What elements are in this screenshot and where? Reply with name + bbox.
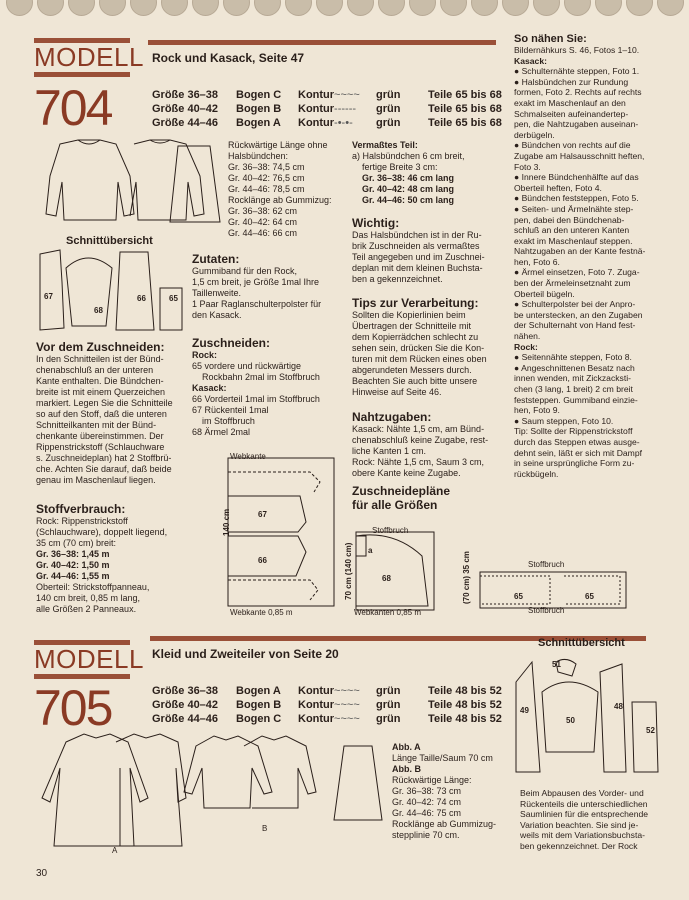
naehen-text: Bildernähkurs S. 46, Fotos 1–10. Kasack: ● Schulternähte steppen, Foto 1. ● Halsbündchen zur Rundung formen, Foto 2. Rechts auf rechts exakt im Maschenlauf an den Schmalseiten aufeinandertep- pen, die Nahtzugaben auseinan- derbügeln. ● Bündchen von rechts auf die Zugabe am Halsausschnitt heften, Foto 3. ● Innere Bündchenhälfte auf das Oberteil heften, Foto 4. ● Bündchen feststeppen, Foto 5. ● Seiten- und Ärmelnähte step- pen, dabei den Bündchenab- schluß an den unteren Kanten exakt im Maschenlauf steppen. Nahtzugaben an der Kante festnä- hen, Foto 6. ● Ärmel einsetzen, Foto 7. Zuga- ben der Ärmeleinsetznaht zum Oberteil bügeln. ● Schulterpolster bei der Anpro- be unterstecken, an den Zugaben der Schulternaht von Hand fest- nähen. Rock: ● Seitennähte steppen, Foto 8. ● Angeschnittenen Besatz nach innen wenden, mit Zickzacksti- chen (3 lang, 1 breit) 2 cm breit feststeppen. Gummiband einzie- hen, Foto 9. ● Saum steppen, Foto 10. Tip: Sollte der Rippenstrickstoff durch das Steppen etwas ausge- dehnt sein, läßt er sich mit Dampf in seine ursprüngliche Form zu- rückbügeln. bbox=[514, 45, 646, 479]
plan-65-label-a: 65 bbox=[514, 592, 523, 601]
cutting-plan-oberteil bbox=[470, 564, 630, 612]
modell-704-title: Rock und Kasack, Seite 47 bbox=[152, 51, 305, 65]
title-bar-704 bbox=[148, 40, 496, 45]
tips-text: Sollten die Kopierlinien beim Übertragen der Schnitteile mit dem Kopierrädchen schlecht zu sehen sein, drücken Sie die Kon- turen mit dem Rücken eines oben abgerundeten Messers durch. Beachten Sie auch bitte unsere Hinweise auf Seite 46. bbox=[352, 310, 487, 397]
plan-66-label: 66 bbox=[258, 556, 267, 565]
lengths-704: Rückwärtige Länge ohne Halsbündchen: Gr. 36–38: 74,5 cm Gr. 40–42: 76,5 cm Gr. 44–46: 78,5 cm Rocklänge ab Gummizug: Gr. 36–38: 62 cm Gr. 40–42: 64 cm Gr. 44–46: 66 cm bbox=[228, 140, 332, 238]
schnitt-title-705: Schnittübersicht bbox=[538, 637, 625, 649]
naehen-title: So nähen Sie: bbox=[514, 33, 587, 45]
webkante-label: Webkante bbox=[230, 452, 266, 461]
binder-holes bbox=[6, 0, 684, 18]
plan-67-label: 67 bbox=[258, 510, 267, 519]
width-70-label: 70 cm (140 cm) bbox=[344, 542, 353, 600]
plan-a-label: a bbox=[368, 546, 373, 555]
size-row: Größe 36–38 Bogen C Kontur~~~~ grün Teile 65 bis 68 bbox=[152, 89, 502, 101]
cutting-plan-rock bbox=[340, 526, 436, 618]
pattern-overview-705 bbox=[512, 652, 672, 776]
modell-705-label: MODELL bbox=[34, 640, 130, 679]
webkanten-label: Webkanten 0,85 m bbox=[354, 608, 422, 617]
vor-title: Vor dem Zuschneiden: bbox=[36, 340, 165, 354]
modell-705-title: Kleid und Zweiteiler von Seite 20 bbox=[152, 647, 339, 661]
stoffbruch-label-top: Stoffbruch bbox=[528, 560, 565, 569]
width-35-label: (70 cm) 35 cm bbox=[462, 551, 471, 604]
modell-705-number: 705 bbox=[34, 680, 112, 736]
wichtig-title: Wichtig: bbox=[352, 216, 400, 230]
piece-48-label: 48 bbox=[614, 702, 623, 711]
piece-51-label: 51 bbox=[552, 660, 561, 669]
tips-title: Tips zur Verarbeitung: bbox=[352, 296, 479, 310]
stoff-title: Stoffverbrauch: bbox=[36, 502, 126, 516]
size-row: Größe 44–46 Bogen C Kontur~~~~ grün Teile 48 bis 52 bbox=[152, 713, 502, 725]
plan-68-label: 68 bbox=[382, 574, 391, 583]
wichtig-text: Das Halsbündchen ist in der Ru- brik Zuschneiden als vermaßtes Teil angegeben und im Zuschnei- deplan mit dem kleinen Buchsta- ben a gekennzeichnet. bbox=[352, 230, 485, 284]
zuschneiden-text: Rock: 65 vordere und rückwärtige Rockbahn 2mal im Stoffbruch Kasack: 66 Vorderteil 1mal im Stoffbruch 67 Rückenteil 1mal im Stoffbruch 68 Ärmel 2mal bbox=[192, 350, 320, 437]
stoff-text: Rock: Rippenstrickstoff (Schlauchware), doppelt liegend, 35 cm (70 cm) breit: Gr. 36–38: 1,45 m Gr. 40–42: 1,50 m Gr. 44–46: 1,55 m Oberteil: Strickstoffpanneau, 140 cm breit, 0,85 m lang, alle Größen 2 Panneaux. bbox=[36, 516, 168, 614]
piece-49-label: 49 bbox=[520, 706, 529, 715]
abb-text: Abb. A Länge Taille/Saum 70 cm Abb. B Rückwärtige Länge: Gr. 36–38: 73 cm Gr. 40–42: 74 cm Gr. 44–46: 75 cm Rocklänge ab Gummizug- stepplinie 70 cm. bbox=[392, 742, 497, 840]
zuschneiden-title: Zuschneiden: bbox=[192, 336, 271, 350]
plan-title: Zuschneidepläne für alle Größen bbox=[352, 484, 451, 512]
vor-text: In den Schnitteilen ist der Bünd- chenabschluß an der unteren Kante enthalten. Die Bündchen- breite ist mit einem Querzeichen markiert. Legen Sie die Schnitteile so auf den Stoff, daß die unteren Schnitteilkanten mit der Bünd- chenkante übereinstimmen. Der Rippenstrickstoff (Schlauchware s. Zuschneideplan) hat 2 Stoffbrü- che. Achten Sie darauf, daß beide genau im Maschenlauf liegen. bbox=[36, 354, 173, 485]
modell-704-number: 704 bbox=[34, 80, 112, 136]
vermasst-text: a) Halsbündchen 6 cm breit, fertige Breite 3 cm: Gr. 36–38: 46 cm lang Gr. 40–42: 48 cm lang Gr. 44–46: 50 cm lang bbox=[352, 151, 465, 205]
zutaten-text: Gummiband für den Rock, 1,5 cm breit, je Größe 1mal Ihre Taillenweite. 1 Paar Raglanschulterpolster für den Kasack. bbox=[192, 266, 322, 320]
page-number: 30 bbox=[36, 868, 48, 879]
pattern-overview-704 bbox=[36, 248, 186, 336]
piece-66-label: 66 bbox=[137, 294, 146, 303]
piece-65-label: 65 bbox=[169, 294, 178, 303]
vermasst-title: Vermaßtes Teil: bbox=[352, 140, 418, 150]
garment-sketch-704 bbox=[38, 136, 226, 228]
piece-68-label: 68 bbox=[94, 306, 103, 315]
figure-a-label: A bbox=[112, 846, 118, 855]
size-table-705 bbox=[152, 684, 512, 726]
naht-text: Kasack: Nähte 1,5 cm, am Bünd- chenabschluß keine Zugabe, rest- liche Kanten 1 cm. Rock: Nähte 1,5 cm, Saum 3 cm, obere Kante keine Zugabe. bbox=[352, 424, 489, 478]
size-row: Größe 36–38 Bogen A Kontur~~~~ grün Teile 48 bis 52 bbox=[152, 685, 502, 697]
stoffbruch-label-bottom: Stoffbruch bbox=[528, 606, 565, 615]
size-row: Größe 40–42 Bogen B Kontur~~~~ grün Teile 48 bis 52 bbox=[152, 699, 502, 711]
zutaten-title: Zutaten: bbox=[192, 252, 240, 266]
piece-67-label: 67 bbox=[44, 292, 53, 301]
note-705: Beim Abpausen des Vorder- und Rückenteils die unterschiedlichen Saumlinien für die entsprechende Variation beachten. Sie sind je- weils mit dem Variationsbuchsta- ben gekennzeichnet. Der Rock bbox=[520, 788, 649, 851]
figure-b-label: B bbox=[262, 824, 268, 833]
size-table-704 bbox=[152, 88, 502, 130]
stoffbruch-label-rock: Stoffbruch bbox=[372, 526, 409, 535]
size-row: Größe 40–42 Bogen B Kontur------ grün Teile 65 bis 68 bbox=[152, 103, 502, 115]
cutting-plan-kasack bbox=[210, 452, 340, 620]
schnitt-title-704: Schnittübersicht bbox=[66, 235, 153, 247]
webkante-length-label: Webkante 0,85 m bbox=[230, 608, 293, 617]
piece-52-label: 52 bbox=[646, 726, 655, 735]
width-140-label: 140 cm bbox=[222, 508, 231, 536]
modell-704-label: MODELL bbox=[34, 38, 130, 77]
piece-50-label: 50 bbox=[566, 716, 575, 725]
size-row: Größe 44–46 Bogen A Kontur-•-•- grün Teile 65 bis 68 bbox=[152, 117, 502, 129]
naht-title: Nahtzugaben: bbox=[352, 410, 432, 424]
garment-sketch-705 bbox=[36, 728, 396, 856]
plan-65-label-b: 65 bbox=[585, 592, 594, 601]
